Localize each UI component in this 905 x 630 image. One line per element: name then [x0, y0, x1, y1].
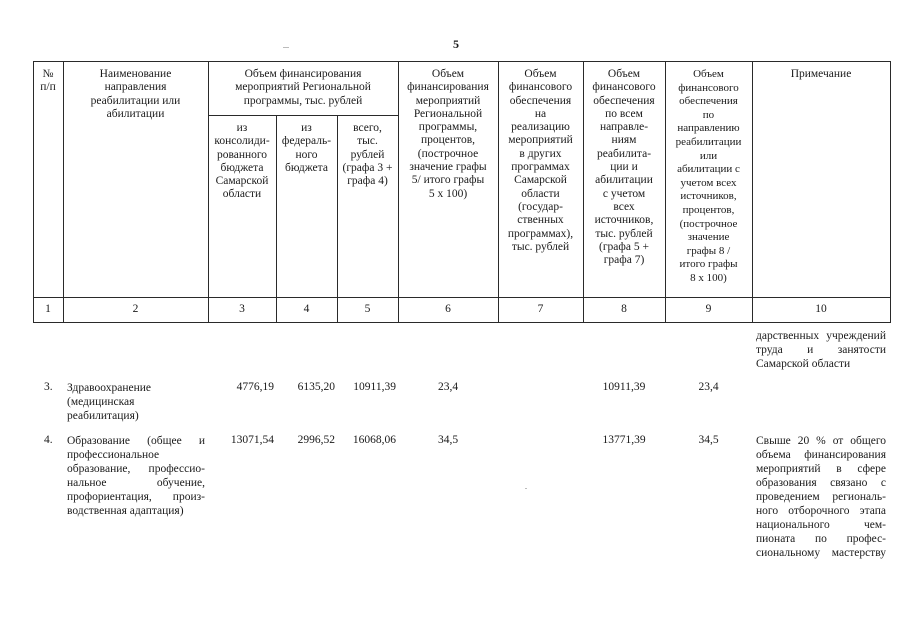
row-name-line: профориентация, произ-	[67, 491, 205, 503]
note-line: труда и занятости	[756, 344, 886, 356]
cell-all-sources-percent: 34,5	[698, 434, 719, 446]
cell-all-sources: 10911,39	[602, 381, 646, 393]
note-line: Самарской области	[756, 358, 851, 370]
row-name-line: водственная адаптация)	[67, 505, 184, 517]
header-col9: Объем финансового обеспечения по направлению реабилитации или абилитации с учетом всех источников, процентов, (построчное значение графы 8 / итого графы 8 х 100)	[675, 68, 742, 284]
cell-total: 10911,39	[353, 381, 396, 393]
colnum-5: 5	[364, 303, 371, 315]
note-line: дарственных учреждений	[756, 330, 886, 342]
row-number: 4.	[44, 434, 53, 446]
header-col1: № п/п	[40, 68, 56, 94]
header-col4: из федераль- ного бюджета	[281, 122, 332, 174]
cell-percent: 34,5	[437, 434, 459, 446]
header-col3: из консолиди- рованного бюджета Самарской области	[214, 122, 270, 201]
note-line: проведением региональ-	[756, 491, 886, 503]
header-group-financing: Объем финансирования мероприятий Региональной программы, тыс. рублей	[235, 68, 371, 107]
note-line: ного отборочного этапа	[756, 505, 886, 517]
colnum-2: 2	[132, 303, 139, 315]
cell-consolidated-budget: 13071,54	[230, 434, 274, 446]
header-col10: Примечание	[790, 68, 852, 80]
colnum-9: 9	[705, 303, 712, 315]
colnum-7: 7	[537, 303, 544, 315]
row-name-line: Здравоохранение	[67, 382, 152, 394]
colnum-3: 3	[239, 303, 245, 315]
note-line: Свыше 20 % от общего	[756, 435, 886, 447]
row-name-line: Образование (общее и	[67, 435, 205, 447]
cell-federal-budget: 2996,52	[297, 434, 335, 446]
note-line: национального чем-	[756, 519, 886, 531]
row-name-line: образование, профессио-	[67, 463, 205, 475]
row-name-line: реабилитация)	[67, 410, 139, 422]
header-col7: Объем финансового обеспечения на реализацию мероприятий в других программах Самарской области (государ- ственных программах), тыс. рублей	[507, 68, 574, 253]
colnum-6: 6	[445, 303, 451, 315]
row-name-line: нальное обучение,	[67, 477, 205, 489]
colnum-1: 1	[45, 303, 51, 315]
colnum-4: 4	[303, 303, 310, 315]
colnum-10: 10	[815, 303, 827, 315]
scan-artifact	[525, 488, 527, 489]
note-line: образования связано с	[756, 477, 886, 489]
note-line: пионата по профес-	[756, 533, 886, 545]
header-col8: Объем финансового обеспечения по всем направле- ниям реабилита- ции и абилитации с учетом всех источников, тыс. рублей (графа 5 + графа 7)	[592, 68, 656, 267]
note-line: мероприятий в сфере	[756, 463, 886, 475]
cell-all-sources: 13771,39	[602, 434, 646, 446]
note-line: объема финансирования	[756, 449, 886, 461]
note-line: сиональному мастерству	[756, 547, 886, 559]
cell-all-sources-percent: 23,4	[698, 381, 719, 393]
header-col5: всего, тыс. рублей (графа 3 + графа 4)	[342, 122, 393, 188]
page-number: 5	[453, 37, 459, 51]
colnum-8: 8	[621, 303, 627, 315]
row-name-line: профессиональное	[67, 449, 160, 461]
row-name-line: (медицинская	[67, 396, 135, 408]
cell-total: 16068,06	[352, 434, 396, 446]
header-col6: Объем финансирования мероприятий Региональной программы, процентов, (построчное значение графы 5/ итого графы 5 х 100)	[407, 68, 489, 200]
cell-consolidated-budget: 4776,19	[236, 381, 274, 393]
cell-federal-budget: 6135,20	[297, 381, 335, 393]
scan-artifact	[283, 47, 289, 48]
header-col2: Наименование направления реабилитации или абилитации	[90, 68, 181, 120]
cell-percent: 23,4	[437, 381, 459, 393]
row-number: 3.	[44, 381, 53, 393]
